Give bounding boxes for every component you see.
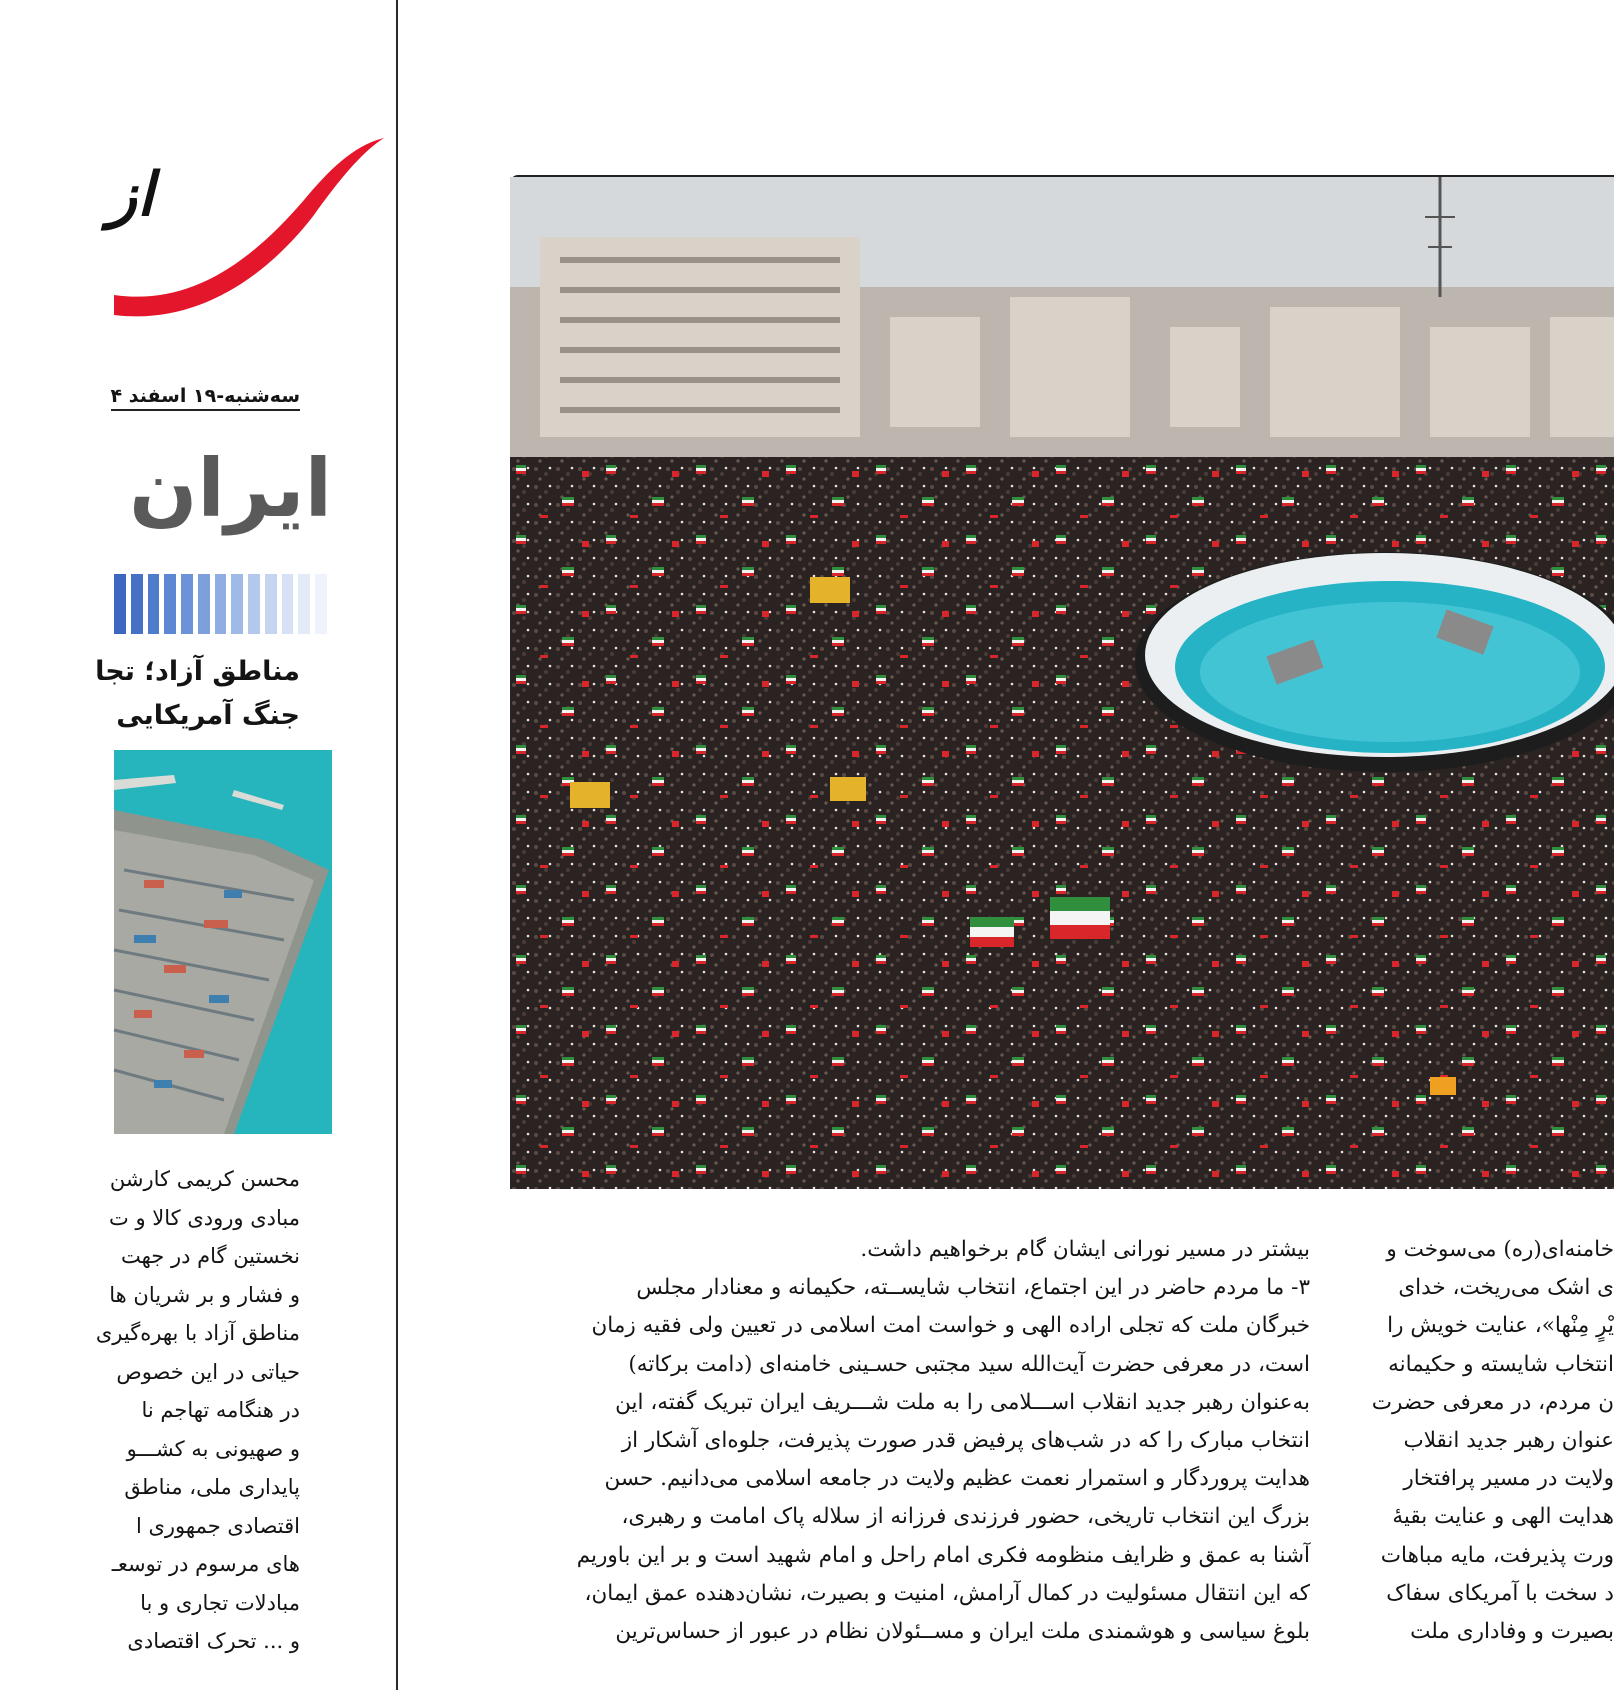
body-line: محسن کریمی کارشن: [109, 1167, 300, 1191]
body-line: مبادلات تجاری و با: [140, 1590, 300, 1615]
rally-photo-graphic: [510, 177, 1614, 1189]
port-aerial-photo: [114, 750, 332, 1134]
headline-line: مناطق آزاد؛ تجا: [95, 656, 300, 687]
sidebar-column: [95, 0, 396, 1690]
section-bar: [248, 574, 260, 634]
logo-lettering: از: [108, 160, 154, 230]
section-bar: [315, 574, 327, 634]
body-line: و فشار و بر شریان ها: [109, 1282, 300, 1307]
rally-crowd-photo: [510, 175, 1614, 1187]
section-bar: [215, 574, 227, 634]
newspaper-logo: [114, 120, 396, 320]
section-bar: [265, 574, 277, 634]
article-line: انتخاب مبارک را که در شب‌های پرفیض قدر صورت پذیرفت، جلوه‌ای آشکار از: [621, 1428, 1310, 1454]
body-line: در هنگامه تهاجم نا: [141, 1398, 300, 1422]
sidebar-headline[interactable]: [95, 650, 300, 738]
section-bar: [114, 574, 126, 634]
article-line: عنوان رهبر جدید انقلاب: [1403, 1428, 1614, 1454]
body-line: اقتصادی جمهوری ا: [135, 1513, 300, 1538]
section-title-bars: [114, 574, 332, 634]
article-line: خامنه‌ای(ره) می‌سوخت و: [1386, 1237, 1614, 1262]
article-line: ی اشک می‌ریخت، خدای: [1398, 1275, 1614, 1301]
article-line: به‌عنوان رهبر جدید انقلاب اســـلامی را به ملت شـــریف ایران تبریک گفته، این: [615, 1389, 1310, 1415]
column-divider: [396, 0, 398, 1690]
article-line: ورت پذیرفت، مایه مباهات: [1380, 1542, 1614, 1568]
headline-line: جنگ آمریکایی: [116, 700, 300, 731]
article-line: بزرگ این انتخاب تاریخی، حضور فرزندی فرزانه از سلاله پاک امامت و رهبری،: [621, 1504, 1310, 1530]
body-line: و ... تحرک اقتصادی: [127, 1629, 300, 1653]
body-line: مبادی ورودی کالا و ت: [109, 1205, 300, 1230]
logo-swoosh: [114, 138, 384, 316]
body-line: پایداری ملی، مناطق: [124, 1475, 300, 1499]
body-line: و صهیونی به کشـــو: [126, 1436, 300, 1461]
sidebar-article-body: [0, 1160, 300, 1661]
article-line: د سخت با آمریکای سفاک: [1386, 1580, 1614, 1606]
section-bar: [298, 574, 310, 634]
section-bar: [198, 574, 210, 634]
section-bar: [231, 574, 243, 634]
article-line: ۳- ما مردم حاضر در این اجتماع، انتخاب شایســته، حکیمانه و معنادار مجلس: [636, 1275, 1310, 1301]
article-column-right: [1358, 1231, 1614, 1651]
article-line: خبرگان ملت که تجلی اراده الهی و خواست امت اسلامی در تعیین ولی فقیه زمان: [591, 1313, 1310, 1339]
article-line: بیشتر در مسیر نورانی ایشان گام برخواهیم داشت.: [860, 1237, 1310, 1262]
section-bar: [148, 574, 160, 634]
section-title: ایران: [129, 442, 332, 535]
body-line: نخستین گام در جهت: [121, 1244, 300, 1268]
section-bar: [181, 574, 193, 634]
article-line: هدایت الهی و عنایت بقیهٔ: [1392, 1504, 1614, 1530]
article-line: هدایت پروردگار و استمرار نعمت عظیم ولایت در جامعه اسلامی می‌دانیم. حسن: [604, 1466, 1310, 1492]
article-column-main: [516, 1231, 1310, 1651]
article-line: یْرٍ مِنْها»، عنایت خویش را: [1387, 1313, 1614, 1339]
body-line: مناطق آزاد با بهره‌گیری: [95, 1321, 300, 1345]
article-line: که این انتقال مسئولیت در کمال آرامش، امنیت و بصیرت، نشان‌دهنده عمق ایمان،: [584, 1580, 1310, 1606]
body-line: حیاتی در این خصوص: [116, 1359, 300, 1384]
article-line: انتخاب شایسته و حکیمانه: [1388, 1351, 1614, 1377]
newspaper-page: [95, 0, 1614, 1690]
article-line: بصیرت و وفاداری ملت: [1410, 1619, 1614, 1645]
article-line: است، در معرفی حضرت آیت‌الله سید مجتبی حسـینی خامنه‌ای (دامت برکاته): [628, 1351, 1310, 1377]
section-bar: [164, 574, 176, 634]
article-line: آشنا به عمق و ظرایف منظومه فکری امام راحل و امام شهید است و بر این باوریم: [576, 1542, 1310, 1568]
section-bar: [131, 574, 143, 634]
issue-dateline: سه‌شنبه-۱۹ اسفند ۴: [111, 385, 300, 411]
article-line: ولایت در مسیر پرافتخار: [1403, 1466, 1614, 1492]
article-line: ن مردم، در معرفی حضرت: [1371, 1389, 1614, 1415]
article-line: بلوغ سیاسی و هوشمندی ملت ایران و مســئولان نظام در عبور از حساس‌ترین: [615, 1619, 1310, 1645]
body-line: های مرسوم در توسعـ: [111, 1552, 300, 1576]
section-bar: [282, 574, 294, 634]
